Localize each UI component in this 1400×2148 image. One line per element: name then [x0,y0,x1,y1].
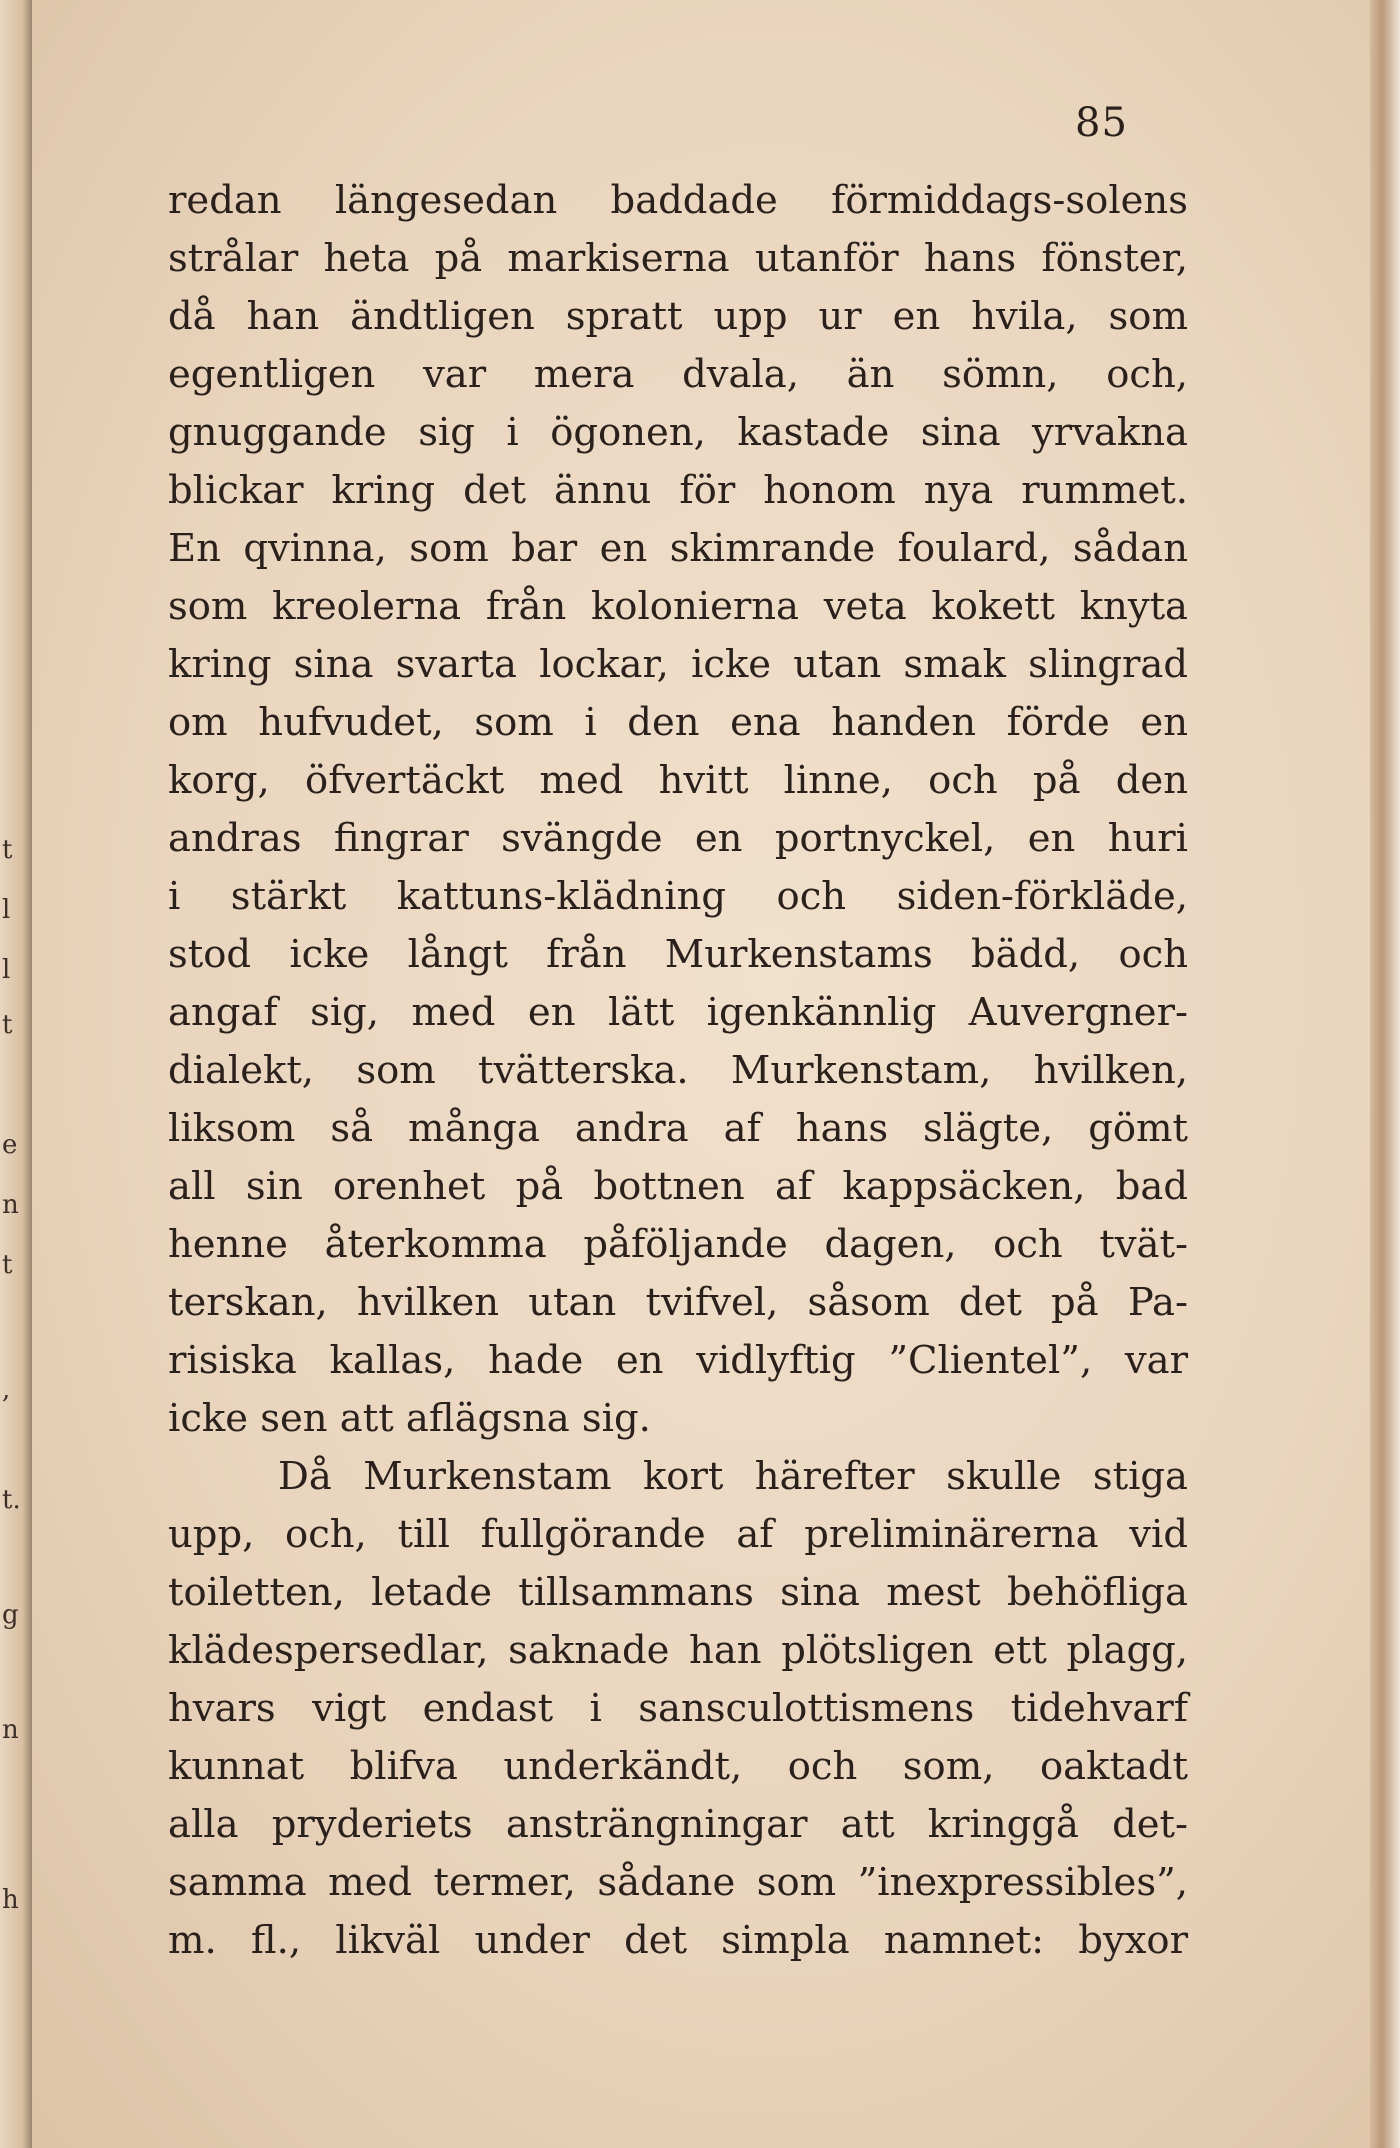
margin-mark: l [2,955,11,985]
paragraph-end-line: icke sen att aflägsna sig. [168,1396,651,1441]
text-line: redan längesedan baddade förmiddags-solens [168,178,1188,223]
margin-mark: g [2,1600,19,1630]
text-line: terskan, hvilken utan tvifvel, såsom det på Pa- [168,1280,1188,1325]
text-line: m. fl., likväl under det simpla namnet: byxor [168,1918,1188,1963]
margin-mark: t [2,835,13,865]
text-line: kring sina svarta lockar, icke utan smak slingrad [168,642,1188,687]
text-line: strålar heta på markiserna utanför hans fönster, [168,236,1188,281]
text-line: dialekt, som tvätterska. Murkenstam, hvilken, [168,1048,1188,1093]
page-number: 85 [1075,100,1128,146]
text-line: andras fingrar svängde en portnyckel, en huri [168,816,1188,861]
margin-mark: h [2,1885,19,1915]
page-right-edge [1370,0,1400,2148]
text-line: blickar kring det ännu för honom nya rummet. [168,468,1188,513]
text-line: toiletten, letade tillsammans sina mest behöfliga [168,1570,1188,1615]
margin-mark: n [2,1715,19,1745]
text-line: då han ändtligen spratt upp ur en hvila, som [168,294,1188,339]
text-line: samma med termer, sådane som ”inexpressibles”, [168,1860,1188,1905]
margin-mark: t. [2,1485,21,1515]
text-line: alla pryderiets ansträngningar att kringgå det- [168,1802,1188,1847]
text-line: om hufvudet, som i den ena handen förde en [168,700,1188,745]
text-line: gnuggande sig i ögonen, kastade sina yrvakna [168,410,1188,455]
margin-mark: l [2,895,11,925]
previous-page-margin-letters [2,0,22,2148]
text-line: i stärkt kattuns-klädning och siden-förkläde, [168,874,1188,919]
text-line: henne återkomma påföljande dagen, och tvät- [168,1222,1188,1267]
text-line: som kreolerna från kolonierna veta kokett knyta [168,584,1188,629]
body-text [168,172,1188,1970]
paragraph-start-line: Då Murkenstam kort härefter skulle stiga [278,1454,1188,1499]
text-line: korg, öfvertäckt med hvitt linne, och på den [168,758,1188,803]
margin-mark: t [2,1250,13,1280]
text-line: liksom så många andra af hans slägte, gömt [168,1106,1188,1151]
text-line: En qvinna, som bar en skimrande foulard, sådan [168,526,1188,571]
margin-mark: n [2,1190,19,1220]
text-line: upp, och, till fullgörande af preliminärerna vid [168,1512,1188,1557]
margin-mark: t [2,1010,13,1040]
text-line: risiska kallas, hade en vidlyftig ”Clientel”, var [168,1338,1188,1383]
text-line: angaf sig, med en lätt igenkännlig Auvergner- [168,990,1188,1035]
margin-mark: , [2,1375,11,1405]
text-line: hvars vigt endast i sansculottismens tidehvarf [168,1686,1188,1731]
margin-mark: e [2,1130,18,1160]
text-line: kunnat blifva underkändt, och som, oaktadt [168,1744,1188,1789]
text-line: egentligen var mera dvala, än sömn, och, [168,352,1188,397]
text-line: klädespersedlar, saknade han plötsligen ett plagg, [168,1628,1188,1673]
text-line: all sin orenhet på bottnen af kappsäcken, bad [168,1164,1188,1209]
text-line: stod icke långt från Murkenstams bädd, och [168,932,1188,977]
